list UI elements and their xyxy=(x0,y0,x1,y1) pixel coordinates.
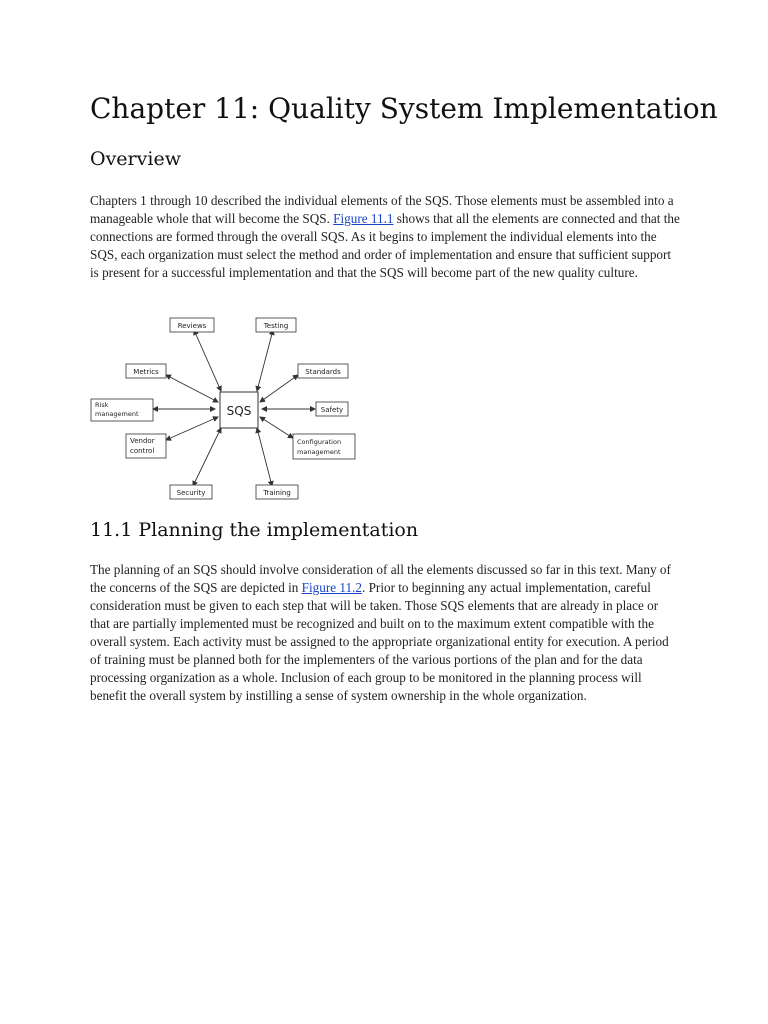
section-heading: 11.1 Planning the implementation xyxy=(90,519,419,541)
node-vendor-label-2: control xyxy=(130,447,155,455)
section-text-end: . Prior to beginning any actual implementation, careful consideration must be given to each step that will be taken. Those SQS elements that are already in place or that are partially implemented must be recognized and built on to the maximum extent compatible with the overall system. Each activity must be assigned to the appropriate organizational entity for execution. A period of training must be planned both for the implementers of the various portions of the plan and for the data processing organization as a whole. Inclusion of each group to be monitored in the planning process will benefit the overall system by instilling a sense of system ownership in the whole organization. xyxy=(90,580,669,703)
arrow-testing xyxy=(257,330,273,391)
node-config-label-2: management xyxy=(297,448,341,456)
node-training-label: Training xyxy=(263,489,291,497)
arrow-reviews xyxy=(194,330,221,391)
node-reviews-label: Reviews xyxy=(177,322,207,330)
arrow-standards xyxy=(260,375,298,402)
node-safety-label: Safety xyxy=(320,406,344,414)
node-risk-label-2: management xyxy=(95,410,139,418)
node-security-label: Security xyxy=(176,489,206,497)
node-standards-label: Standards xyxy=(305,368,341,376)
sqs-elements-diagram xyxy=(90,312,360,504)
node-vendor-label-1: Vendor xyxy=(130,437,155,445)
arrow-vendor xyxy=(166,417,218,440)
sqs-center-label: SQS xyxy=(226,404,252,418)
overview-paragraph xyxy=(90,192,680,282)
arrow-config xyxy=(260,417,293,438)
overview-text-start: Chapters 1 through 10 described the individual elements of the SQS. Those elements must be assembled into a manageable whole that will become the SQS. xyxy=(90,193,674,226)
section-paragraph xyxy=(90,561,680,705)
overview-heading: Overview xyxy=(90,148,181,170)
chapter-title: Chapter 11: Quality System Implementation xyxy=(90,92,718,125)
node-metrics-label: Metrics xyxy=(133,368,159,376)
figure-11-2-link[interactable]: Figure 11.2 xyxy=(301,580,362,595)
arrow-security xyxy=(193,428,221,486)
node-config-label-1: Configuration xyxy=(297,438,342,446)
arrow-metrics xyxy=(166,375,218,402)
section-text-start: The planning of an SQS should involve consideration of all the elements discussed so far in this text. Many of the concerns of the SQS are depicted in xyxy=(90,562,671,595)
figure-11-1-link[interactable]: Figure 11.1 xyxy=(333,211,394,226)
node-testing-label: Testing xyxy=(263,322,289,330)
arrow-training xyxy=(257,428,272,486)
node-risk-label-1: Risk xyxy=(95,401,109,409)
overview-text-end: shows that all the elements are connected and that the connections are formed through the overall SQS. As it begins to implement the individual elements into the SQS, each organization must select the method and order of implementation and ensure that sufficient support is present for a successful implementation and that the SQS will become part of the new quality culture. xyxy=(90,211,680,280)
